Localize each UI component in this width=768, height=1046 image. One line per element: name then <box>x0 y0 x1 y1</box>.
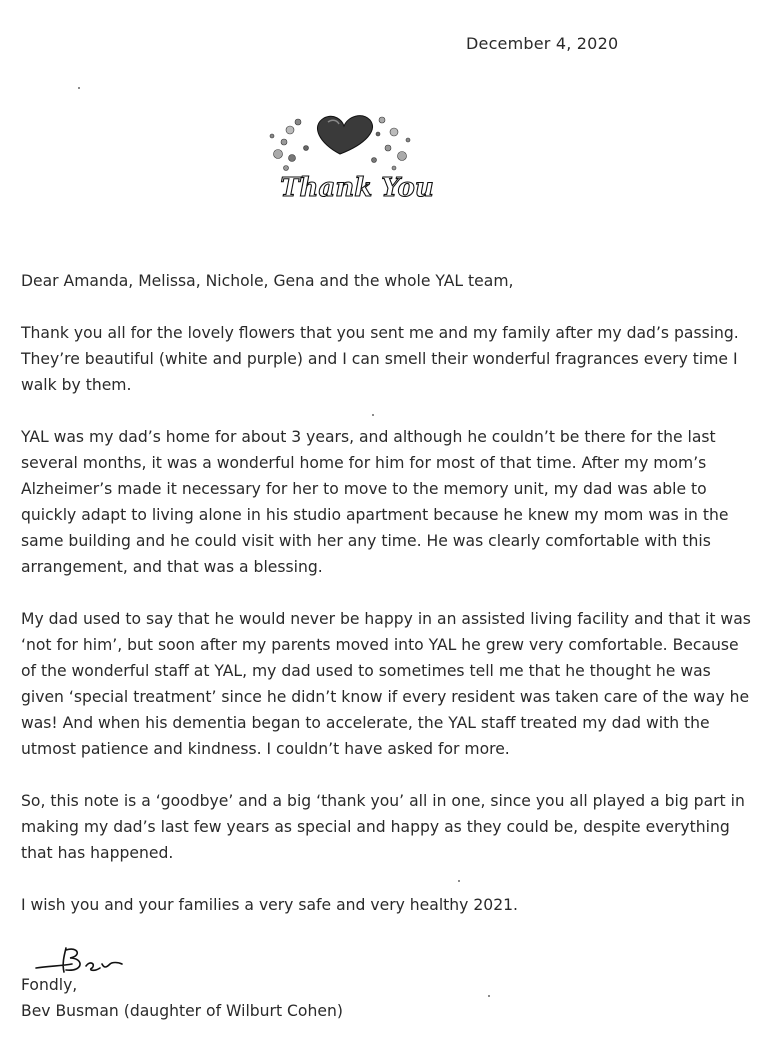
scan-speck <box>488 995 490 997</box>
closing-word: Fondly, <box>21 976 78 994</box>
salutation: Dear Amanda, Melissa, Nichole, Gena and the whole YAL team, <box>21 272 514 290</box>
thank-you-logo <box>262 104 452 214</box>
paragraph-3: My dad used to say that he would never be happy in an assisted living facility and that it was ‘not for him’, but soon after my parents moved into YAL he grew very comfortable. Because of the wonderful staff at YAL, my dad used to sometimes tell me that he thought he was given ‘special treatment’ since he didn’t know if every resident was taken care of the way he was! And when his dementia began to accelerate, the YAL staff treated my dad with the utmost patience and kindness. I couldn’t have asked for more. <box>21 610 751 758</box>
thank-you-script-text: Thank You <box>280 173 434 203</box>
letter-date: December 4, 2020 <box>466 34 619 53</box>
paragraph-1: Thank you all for the lovely flowers that you sent me and my family after my dad’s passing. They’re beautiful (white and purple) and I can smell their wonderful fragrances every time I walk by them. <box>21 324 739 394</box>
scan-speck <box>78 87 80 89</box>
letter-closing <box>21 972 343 1024</box>
heart-icon <box>317 116 372 154</box>
paragraph-5: I wish you and your families a very safe and very healthy 2021. <box>21 896 518 914</box>
paragraph-4: So, this note is a ‘goodbye’ and a big ‘thank you’ all in one, since you all played a big part in making my dad’s last few years as special and happy as they could be, despite everything that has happened. <box>21 792 745 862</box>
letter-body <box>21 268 751 918</box>
sender-name: Bev Busman (daughter of Wilburt Cohen) <box>21 1002 343 1020</box>
paragraph-2: YAL was my dad’s home for about 3 years, and although he couldn’t be there for the last several months, it was a wonderful home for him for most of that time. After my mom’s Alzheimer’s made it necessary for her to move to the memory unit, my dad was able to quickly adapt to living alone in his studio apartment because he knew my mom was in the same building and he could visit with her any time. He was clearly comfortable with this arrangement, and that was a blessing. <box>21 428 729 576</box>
